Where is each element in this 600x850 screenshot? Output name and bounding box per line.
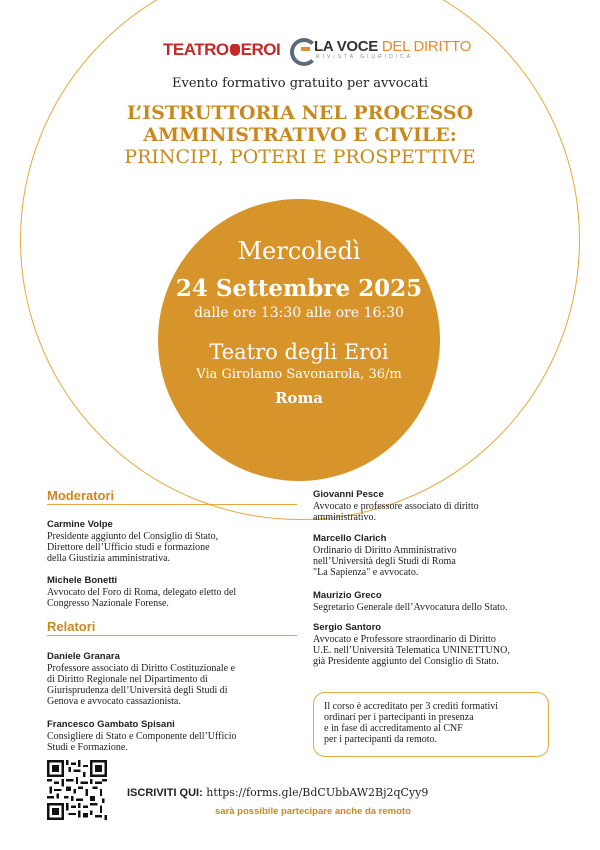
theatre-mask-icon [230, 43, 240, 57]
speaker-daniele-granara: Daniele Granara Professore associato di Diritto Costituzionale e di Diritto Regionale nel Dipartimento di Giurisprudenza dell’Università degli Studi di Genova e avvocato cassazionista. [47, 651, 236, 707]
moderatori-heading: Moderatori [47, 488, 297, 505]
event-day: Mercoledì [237, 237, 361, 265]
event-title-sub: PRINCIPI, POTERI E PROSPETTIVE [124, 146, 476, 168]
speaker-maurizio-greco: Maurizio Greco Segretario Generale dell’Avvocatura dello Stato. [313, 590, 508, 613]
event-venue: Teatro degli Eroi [209, 340, 389, 364]
registration-line [127, 786, 428, 799]
voce-circle-icon [290, 38, 312, 60]
speaker-francesco-gambato-spisani: Francesco Gambato Spisani Consigliere di Stato e Componente dell’Ufficio Studi e Formazione. [47, 719, 237, 753]
qr-code-icon[interactable] [47, 760, 107, 820]
event-city: Roma [274, 389, 324, 407]
credits-box: Il corso è accreditato per 3 crediti formativi ordinari per i partecipanti in presenza e in fase di accreditamento al CNF per i partecipanti da remoto. [313, 692, 549, 757]
la-voce-del-diritto-logo: LA VOCE DEL DIRITTO RIVISTA GIURIDICA [290, 38, 471, 60]
event-address: Via Girolamo Savonarola, 36/m [196, 367, 402, 382]
event-title: L’ISTRUTTORIA NEL PROCESSO AMMINISTRATIVO E CIVILE: [126, 102, 474, 146]
logo-bar [0, 37, 600, 64]
register-label: ISCRIVITI QUI: [127, 787, 203, 799]
event-hours: dalle ore 13:30 alle ore 16:30 [194, 305, 404, 321]
register-link[interactable]: https://forms.gle/BdCUbbAW2Bj2qCyy9 [206, 786, 429, 799]
event-date: 24 Settembre 2025 [175, 275, 423, 302]
speaker-michele-bonetti: Michele Bonetti Avvocato del Foro di Roma, delegato eletto del Congresso Nazionale Forense. [47, 575, 237, 609]
speaker-carmine-volpe: Carmine Volpe Presidente aggiunto del Consiglio di Stato, Direttore dell’Ufficio studi e formazione della Giustizia amministrativa. [47, 519, 219, 564]
speaker-sergio-santoro: Sergio Santoro Avvocato e Professore straordinario di Diritto U.E. nell’Università Telematica UNINETTUNO, già Presidente aggiunto del Consiglio di Stato. [313, 622, 510, 667]
speaker-giovanni-pesce: Giovanni Pesce Avvocato e professore associato di diritto amministrativo. [313, 489, 479, 523]
relatori-heading: Relatori [47, 619, 297, 636]
event-type: Evento formativo gratuito per avvocati [172, 76, 428, 91]
teatro-eroi-logo: TEATRO EROI [163, 40, 281, 59]
speaker-marcello-clarich: Marcello Clarich Ordinario di Diritto Amministrativo nell’Università degli Studi di Roma "La Sapienza" e avvocato. [313, 533, 457, 578]
remote-note: sarà possibile partecipare anche da remoto [215, 806, 411, 817]
